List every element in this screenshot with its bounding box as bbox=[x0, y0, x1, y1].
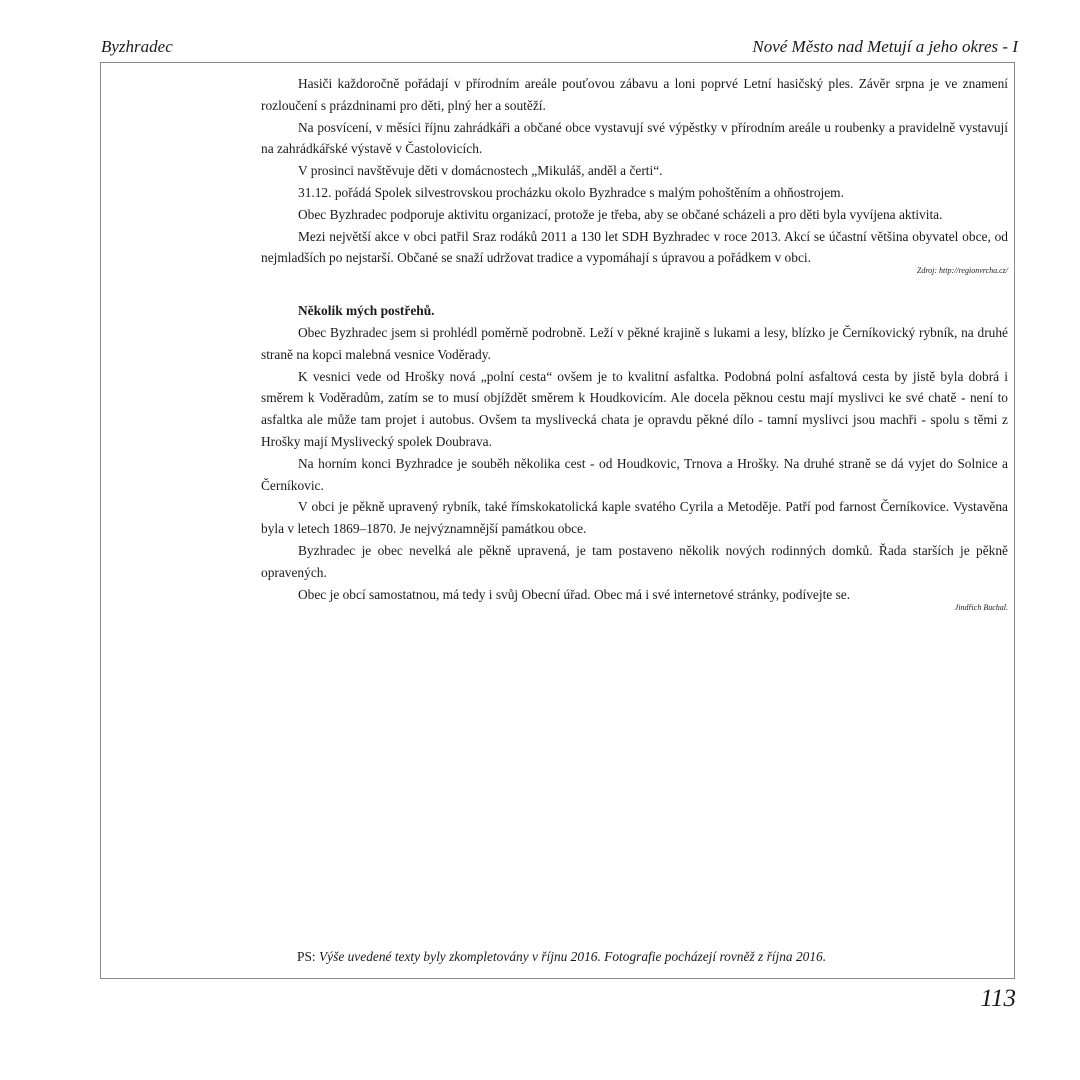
page-number: 113 bbox=[980, 985, 1016, 1012]
section-heading: Několik mých postřehů. bbox=[298, 303, 435, 319]
paragraph: Mezi největší akce v obci patřil Sraz rodáků 2011 a 130 let SDH Byzhradec v roce 2013. Akcí se účastní většina obyvatel obce, od nejmladších po nejstarší. Občané se snaží udržovat tradice a vypomáhají s úpravou a pořádkem v obci. bbox=[261, 228, 1008, 266]
paragraph: Obec Byzhradec jsem si prohlédl poměrně podrobně. Leží v pěkné krajině s lukami a lesy, blízko je Černíkovický rybník, na druhé straně na kopci malebná vesnice Voděrady. bbox=[261, 324, 1008, 362]
paragraph: Na posvícení, v měsíci říjnu zahrádkáři a občané obce vystavují své výpěstky v přírodním areále u roubenky a pravidelně vystavují na zahrádkářské výstavě v Častolovicích. bbox=[261, 119, 1008, 157]
article-body bbox=[261, 73, 1008, 613]
source-credit: Zdroj: http://regionvrcha.cz/ bbox=[916, 266, 1008, 276]
paragraph: Na horním konci Byzhradce je souběh několika cest - od Houdkovic, Trnova a Hrošky. Na druhé straně se dá vyjet do Solnice a Černíkovic. bbox=[261, 455, 1008, 493]
author-signature: Jindřich Buchal. bbox=[954, 603, 1008, 613]
postscript-label: PS: bbox=[297, 949, 316, 964]
paragraph: K vesnici vede od Hrošky nová „polní cesta“ ovšem je to kvalitní asfaltka. Podobná polní asfaltová cesta by jistě byla dobrá i směrem k Voděradům, zatím se to musí objíždět směrem k Houdkovicím. Ale docela pěknou cestu mají myslivci ke své chatě - není to asfaltka ale může tam projet i autobus. Ovšem ta myslivecká chata je opravdu pěkné dílo - tamní myslivci jsou machři - spolu s těmi z Hrošky mají Myslivecký spolek Doubrava. bbox=[261, 368, 1008, 449]
paragraph: 31.12. pořádá Spolek silvestrovskou procházku okolo Byzhradce s malým pohoštěním a ohňostrojem. bbox=[298, 184, 844, 200]
section-gap bbox=[261, 276, 1008, 300]
paragraph: V prosinci navštěvuje děti v domácnostech „Mikuláš, anděl a čerti“. bbox=[298, 163, 663, 179]
paragraph: Obec Byzhradec podporuje aktivitu organizací, protože je třeba, aby se občané scházeli a pro děti byla vyvíjena aktivita. bbox=[298, 206, 943, 222]
paragraph: Byzhradec je obec nevelká ale pěkně upravená, je tam postaveno několik nových rodinných domků. Řada starších je pěkně opravených. bbox=[261, 542, 1008, 580]
paragraph: Hasiči každoročně pořádají v přírodním areále pouťovou zábavu a loni poprvé Letní hasičský ples. Závěr srpna je ve znamení rozloučení s prázdninami pro děti, plný her a soutěží. bbox=[261, 76, 1008, 113]
postscript-text: Výše uvedené texty byly zkompletovány v říjnu 2016. Fotografie pocházejí rovněž z října 2016. bbox=[318, 949, 827, 964]
running-head-left: Byzhradec bbox=[101, 37, 173, 56]
paragraph: V obci je pěkně upravený rybník, také římskokatolická kaple svatého Cyrila a Metoděje. Patří pod farnost Černíkovice. Vystavěna byla v letech 1869–1870. Je nejvýznamnější památkou obce. bbox=[261, 499, 1008, 537]
running-head-right: Nové Město nad Metují a jeho okres - I bbox=[752, 37, 1018, 56]
paragraph: Obec je obcí samostatnou, má tedy i svůj Obecní úřad. Obec má i své internetové stránky, podívejte se. bbox=[298, 586, 851, 602]
postscript bbox=[297, 948, 826, 966]
